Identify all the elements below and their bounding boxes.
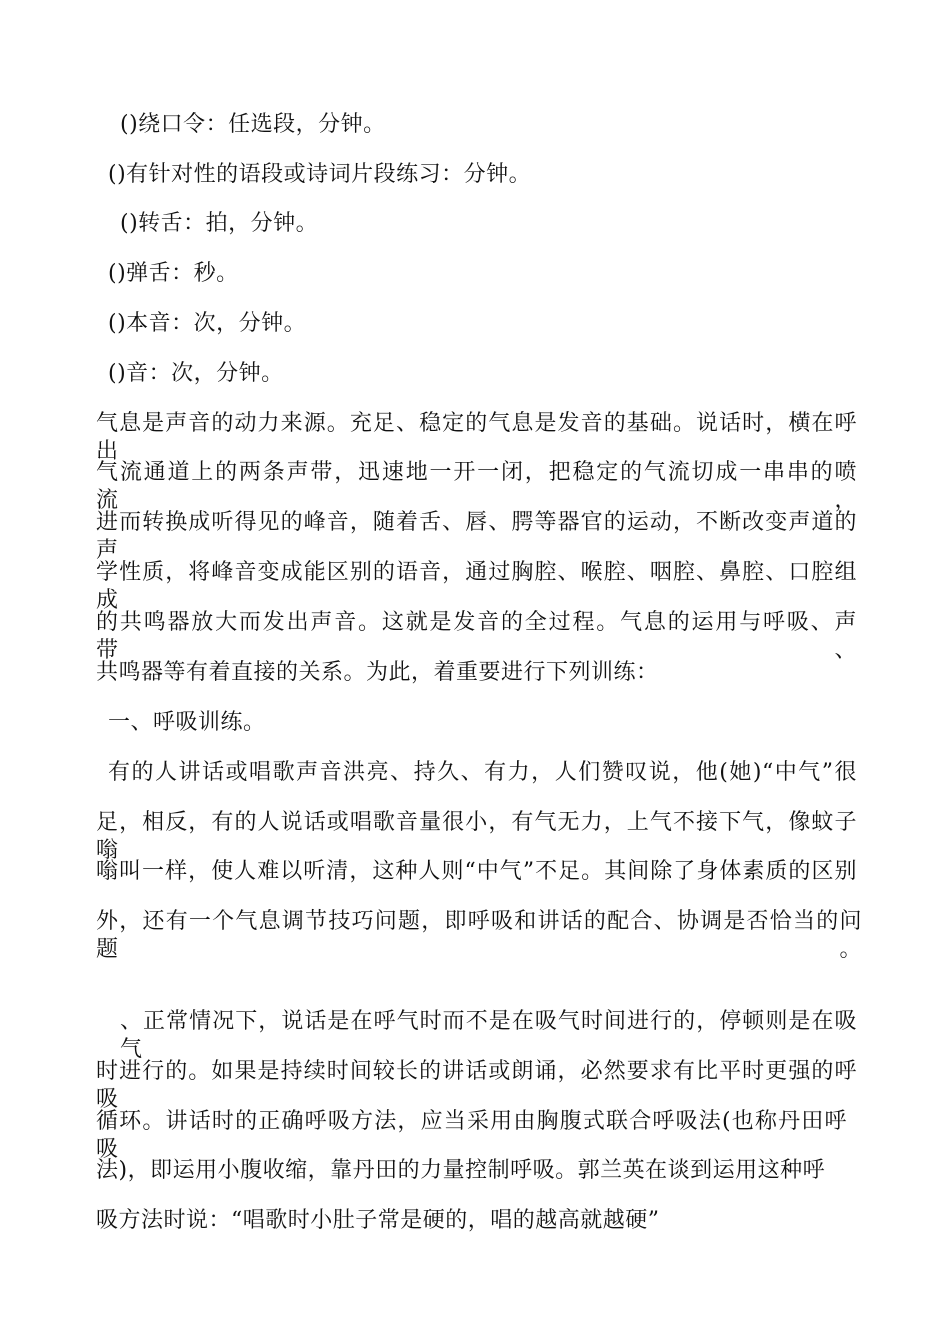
paragraph-breath-line-3: 进而转换成听得见的峰音，随着舌、唇、腭等器官的运动，不断改变声道的声	[96, 510, 857, 563]
list-item-targeted-practice: ()有针对性的语段或诗词片段练习：分钟。	[108, 162, 532, 187]
paragraph-breath-line-6: 共鸣器等有着直接的关系。为此，着重要进行下列训练：	[96, 660, 659, 685]
paragraph-normal-line-1: 、正常情况下，说话是在呼气时而不是在吸气时间进行的，停顿则是在吸气	[120, 1009, 857, 1062]
paragraph-breath-line-5: 的共鸣器放大而发出声音。这就是发音的全过程。气息的运用与呼吸、声带、	[96, 610, 857, 663]
list-item-base-tone: ()本音：次，分钟。	[108, 311, 307, 336]
paragraph-breath-line-2: 气流通道上的两条声带，迅速地一开一闭，把稳定的气流切成一串串的喷流，	[96, 460, 857, 513]
paragraph-zhongqi-line-2: 足，相反，有的人说话或唱歌音量很小，有气无力，上气不接下气，像蚊子嗡	[96, 810, 857, 863]
paragraph-zhongqi-line-3: 嗡叫一样，使人难以听清，这种人则“中气”不足。其间除了身体素质的区别	[96, 859, 857, 884]
paragraph-zhongqi-line-4: 外，还有一个气息调节技巧问题，即呼吸和讲话的配合、协调是否恰当的问题。	[96, 909, 862, 962]
paragraph-normal-line-4: 法)，即运用小腹收缩，靠丹田的力量控制呼吸。郭兰英在谈到运用这种呼	[96, 1158, 826, 1183]
paragraph-breath-line-4: 学性质，将峰音变成能区别的语音，通过胸腔、喉腔、咽腔、鼻腔、口腔组成	[96, 560, 857, 613]
paragraph-breath-line-1: 气息是声音的动力来源。充足、稳定的气息是发音的基础。说话时，横在呼出	[96, 411, 857, 464]
paragraph-zhongqi-line-1: 有的人讲话或唱歌声音洪亮、持久、有力，人们赞叹说，他(她)“中气”很	[108, 760, 857, 785]
list-item-tongue-twister: ()绕口令：任选段，分钟。	[120, 112, 386, 137]
section-heading: 一、呼吸训练。	[108, 710, 266, 735]
list-item-tongue-flicking: ()弹舌：秒。	[108, 261, 239, 286]
list-item-tone: ()音：次，分钟。	[108, 361, 284, 386]
list-item-tongue-rolling: ()转舌：拍，分钟。	[120, 211, 319, 236]
paragraph-normal-line-2: 时进行的。如果是持续时间较长的讲话或朗诵，必然要求有比平时更强的呼吸	[96, 1059, 857, 1112]
paragraph-normal-line-5: 吸方法时说：“唱歌时小肚子常是硬的，唱的越高就越硬”	[96, 1208, 660, 1233]
paragraph-normal-line-3: 循环。讲话时的正确呼吸方法，应当采用由胸腹式联合呼吸法(也称丹田呼吸	[96, 1109, 847, 1162]
